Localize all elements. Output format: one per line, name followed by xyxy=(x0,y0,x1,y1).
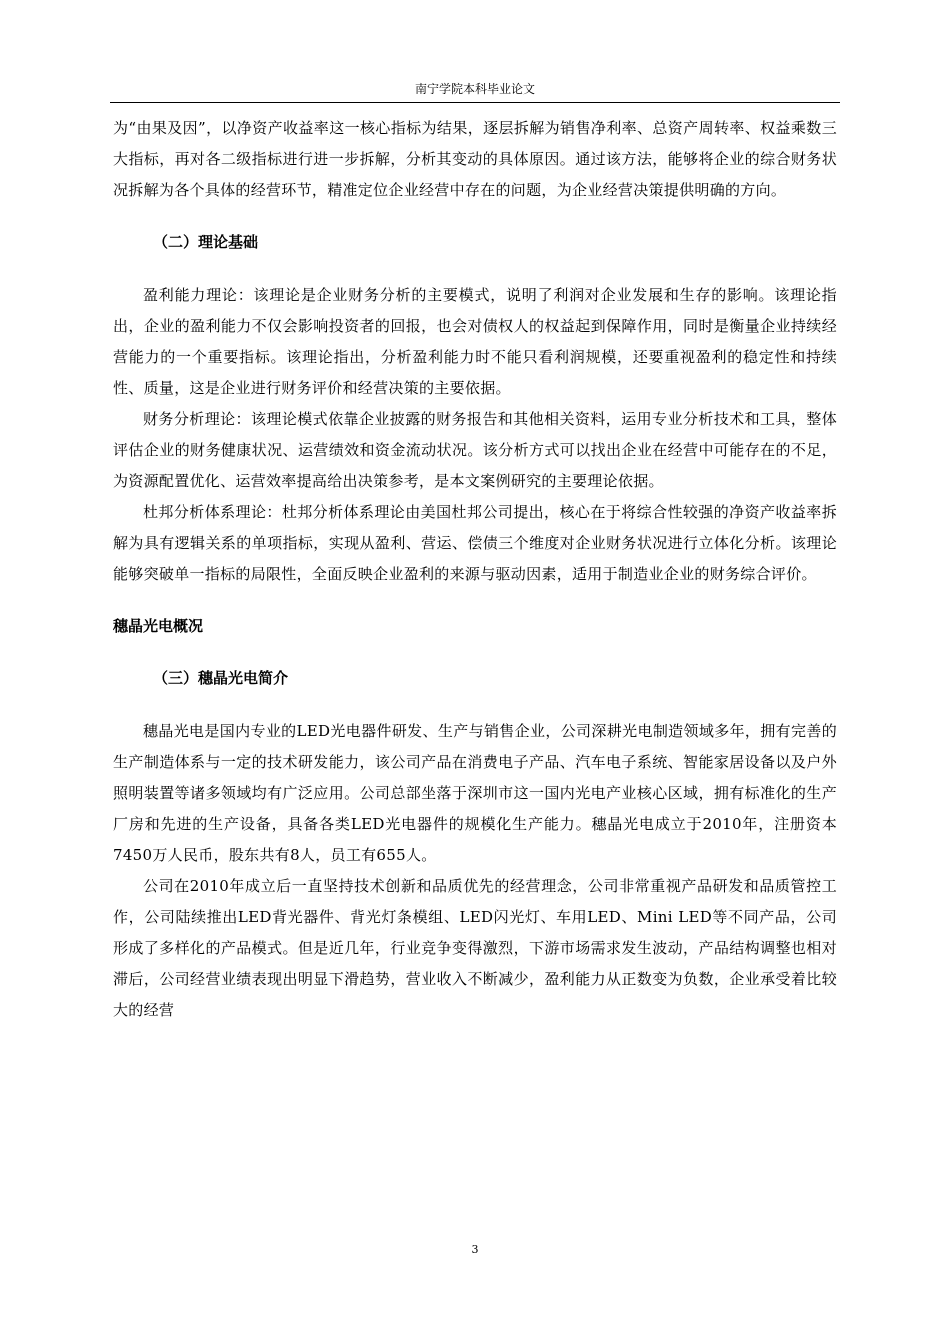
section-heading-intro: （三）穗晶光电简介 xyxy=(153,669,289,687)
paragraph-dupont-theory: 杜邦分析体系理论：杜邦分析体系理论由美国杜邦公司提出，核心在于将综合性较强的净资产收益率拆解为具有逻辑关系的单项指标，实现从盈利、营运、偿债三个维度对企业财务状况进行立体化分析。该理论能够突破单一指标的局限性，全面反映企业盈利的来源与驱动因素，适用于制造业企业的财务综合评价。 xyxy=(113,503,837,583)
document-body xyxy=(113,113,837,1026)
header-rule xyxy=(110,102,840,103)
paragraph-company-intro: 穗晶光电是国内专业的LED光电器件研发、生产与销售企业，公司深耕光电制造领域多年，拥有完善的生产制造体系与一定的技术研发能力，该公司产品在消费电子产品、汽车电子系统、智能家居设备以及户外照明装置等诸多领域均有广泛应用。公司总部坐落于深圳市这一国内光电产业核心区域，拥有标准化的生产厂房和先进的生产设备，具备各类LED光电器件的规模化生产能力。穗晶光电成立于2010年，注册资本7450万人民币，股东共有8人，员工有655人。 xyxy=(113,722,837,864)
chapter-heading-overview: 穗晶光电概况 xyxy=(113,617,204,635)
page-number: 3 xyxy=(471,1243,479,1256)
paragraph-financial-analysis-theory: 财务分析理论：该理论模式依靠企业披露的财务报告和其他相关资料，运用专业分析技术和工具，整体评估企业的财务健康状况、运营绩效和资金流动状况。该分析方式可以找出企业在经营中可能存在的不足，为资源配置优化、运营效率提高给出决策参考，是本文案例研究的主要理论依据。 xyxy=(113,410,837,490)
paragraph-company-history: 公司在2010年成立后一直坚持技术创新和品质优先的经营理念，公司非常重视产品研发和品质管控工作，公司陆续推出LED背光器件、背光灯条模组、LED闪光灯、车用LED、Mini LED等不同产品，公司形成了多样化的产品模式。但是近几年，行业竞争变得激烈，下游市场需求发生波动，产品结构调整也相对滞后，公司经营业绩表现出明显下滑趋势，营业收入不断减少，盈利能力从正数变为负数，企业承受着比较大的经营 xyxy=(113,877,837,1019)
paragraph-profitability-theory: 盈利能力理论：该理论是企业财务分析的主要模式，说明了利润对企业发展和生存的影响。该理论指出，企业的盈利能力不仅会影响投资者的回报，也会对债权人的权益起到保障作用，同时是衡量企业持续经营能力的一个重要指标。该理论指出，分析盈利能力时不能只看利润规模，还要重视盈利的稳定性和持续性、质量，这是企业进行财务评价和经营决策的主要依据。 xyxy=(113,286,837,397)
page-header: 南宁学院本科毕业论文 xyxy=(414,82,535,96)
section-heading-theory: （二）理论基础 xyxy=(153,233,259,251)
paragraph-method-continuation: 为“由果及因”，以净资产收益率这一核心指标为结果，逐层拆解为销售净利率、总资产周转率、权益乘数三大指标，再对各二级指标进行进一步拆解，分析其变动的具体原因。通过该方法，能够将企业的综合财务状况拆解为各个具体的经营环节，精准定位企业经营中存在的问题，为企业经营决策提供明确的方向。 xyxy=(113,119,837,199)
